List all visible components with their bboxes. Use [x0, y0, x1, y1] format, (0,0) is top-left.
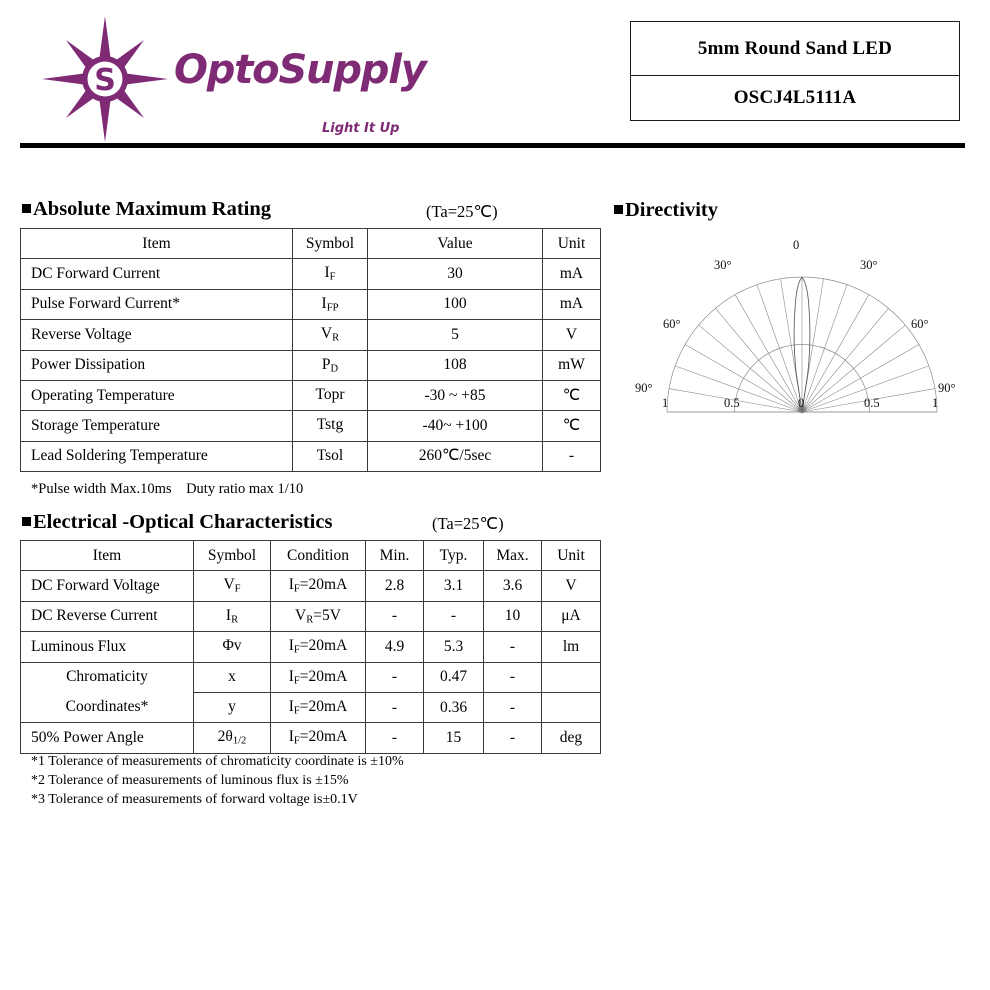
cell-item: Coordinates* — [21, 692, 194, 722]
symbol-base: I — [324, 264, 330, 282]
symbol-sub: F — [234, 583, 241, 595]
heading-electrical-optical-characteristics — [22, 511, 332, 534]
symbol-sub: FP — [326, 302, 339, 314]
cell-item: DC Forward Current — [21, 259, 293, 289]
cell-condition — [271, 723, 366, 753]
cond-base: I — [288, 697, 294, 715]
symbol-sub: 1/2 — [232, 735, 247, 747]
cell-value: 30 — [368, 259, 543, 289]
cell-condition — [271, 662, 366, 692]
heading-eoc-label: Electrical -Optical Characteristics — [33, 511, 333, 533]
symbol-base: Tstg — [316, 416, 344, 434]
cell-symbol — [194, 662, 271, 692]
polar-angle-label-0: 0 — [793, 238, 800, 252]
cell-typ: 5.3 — [424, 632, 484, 662]
heading-amr-label: Absolute Maximum Rating — [33, 198, 272, 220]
table-row — [21, 350, 601, 380]
amr-test-condition: (Ta=25℃) — [426, 202, 498, 221]
table-row — [21, 601, 601, 631]
cell-symbol — [194, 723, 271, 753]
table-row — [21, 571, 601, 601]
cell-symbol — [194, 601, 271, 631]
cell-symbol — [293, 380, 368, 410]
directivity-chart — [612, 200, 982, 430]
polar-radial-tick-left-1: 1 — [662, 396, 669, 410]
cell-item: DC Reverse Current — [21, 601, 194, 631]
table-row — [21, 259, 601, 289]
cell-condition — [271, 632, 366, 662]
cond-sub: F — [293, 705, 300, 717]
symbol-base: Tsol — [316, 446, 344, 464]
polar-angle-label-right-30: 30° — [860, 258, 878, 272]
cell-value: 108 — [368, 350, 543, 380]
cell-min: - — [366, 601, 424, 631]
table-row — [21, 723, 601, 753]
cell-item: Luminous Flux — [21, 632, 194, 662]
logo-monogram-letter: S — [94, 63, 116, 98]
cond-sub: R — [306, 614, 314, 626]
cell-item: Storage Temperature — [21, 411, 293, 441]
symbol-base: I — [321, 294, 327, 312]
cond-sub: F — [293, 735, 300, 747]
col-min: Min. — [366, 541, 424, 571]
cond-tail: =20mA — [299, 697, 348, 715]
col-item: Item — [21, 541, 194, 571]
logo-wordmark: OptoSupply — [174, 47, 426, 93]
table-row — [21, 411, 601, 441]
cond-sub: F — [293, 583, 300, 595]
amr-footnote: *Pulse width Max.10ms Duty ratio max 1/10 — [31, 481, 304, 497]
cell-min: - — [366, 662, 424, 692]
symbol-base: Φv — [222, 637, 242, 655]
cond-base: I — [288, 576, 294, 594]
cell-typ: - — [424, 601, 484, 631]
col-symbol: Symbol — [194, 541, 271, 571]
cell-value: 100 — [368, 289, 543, 319]
cell-unit: V — [543, 320, 601, 350]
logo-tagline: Light It Up — [322, 121, 400, 136]
cell-symbol — [194, 632, 271, 662]
symbol-base: I — [225, 606, 232, 624]
table-row — [21, 632, 601, 662]
cond-tail: =5V — [313, 606, 341, 624]
cell-unit — [542, 692, 601, 722]
cell-condition — [271, 692, 366, 722]
polar-angle-label-left-60: 60° — [663, 317, 681, 331]
col-item: Item — [21, 229, 293, 259]
table-header-row — [21, 229, 601, 259]
cell-typ: 15 — [424, 723, 484, 753]
cell-item: Lead Soldering Temperature — [21, 441, 293, 471]
cell-item: Operating Temperature — [21, 380, 293, 410]
polar-angle-label-left-90: 90° — [635, 381, 653, 395]
polar-radial-tick-right-05: 0.5 — [864, 396, 880, 410]
col-max: Max. — [484, 541, 542, 571]
bullet-square-icon — [22, 204, 31, 213]
cell-unit: lm — [542, 632, 601, 662]
cell-typ: 3.1 — [424, 571, 484, 601]
cell-item: Power Dissipation — [21, 350, 293, 380]
cond-base: I — [288, 728, 294, 746]
cell-typ: 0.36 — [424, 692, 484, 722]
cell-unit: ℃ — [543, 411, 601, 441]
table-header-row — [21, 541, 601, 571]
bullet-square-icon — [22, 517, 31, 526]
cond-sub: F — [293, 674, 300, 686]
cell-unit: μA — [542, 601, 601, 631]
company-logo — [22, 10, 442, 140]
cond-base: V — [295, 606, 307, 624]
symbol-base: y — [228, 697, 236, 715]
cell-item: Reverse Voltage — [21, 320, 293, 350]
cond-tail: =20mA — [299, 576, 348, 594]
cond-sub: F — [293, 644, 300, 656]
symbol-base: V — [320, 325, 333, 343]
col-unit: Unit — [542, 541, 601, 571]
cell-typ: 0.47 — [424, 662, 484, 692]
absolute-maximum-rating-table — [20, 228, 601, 472]
table-row — [21, 692, 601, 722]
polar-radial-tick-center-0: 0 — [798, 396, 805, 410]
cell-unit: mA — [543, 289, 601, 319]
cell-unit: ℃ — [543, 380, 601, 410]
heading-absolute-maximum-rating — [22, 198, 271, 221]
symbol-base: x — [228, 667, 236, 685]
cell-max: - — [484, 662, 542, 692]
cell-min: - — [366, 723, 424, 753]
polar-angle-label-right-90: 90° — [938, 381, 956, 395]
cell-unit: mA — [543, 259, 601, 289]
cell-value: 5 — [368, 320, 543, 350]
cell-min: 4.9 — [366, 632, 424, 662]
cell-value: 260℃/5sec — [368, 441, 543, 471]
cell-item: Chromaticity — [21, 662, 194, 692]
symbol-sub: R — [332, 332, 340, 344]
symbol-sub: F — [329, 271, 336, 283]
col-typ: Typ. — [424, 541, 484, 571]
cell-symbol — [194, 571, 271, 601]
symbol-base: P — [321, 355, 331, 373]
cell-max: 10 — [484, 601, 542, 631]
cell-unit: V — [542, 571, 601, 601]
symbol-base: V — [223, 576, 235, 594]
eoc-footnote-2: *2 Tolerance of measurements of luminous flux is ±15% — [31, 773, 349, 788]
cell-min: 2.8 — [366, 571, 424, 601]
eoc-table-body — [21, 571, 601, 753]
header-divider — [20, 143, 965, 148]
cell-max: - — [484, 723, 542, 753]
part-number: OSCJ4L5111A — [630, 76, 960, 121]
product-title: 5mm Round Sand LED — [630, 21, 960, 76]
symbol-base: 2θ — [217, 728, 233, 746]
eoc-test-condition: (Ta=25℃) — [432, 514, 504, 533]
table-row — [21, 662, 601, 692]
cell-item: 50% Power Angle — [21, 723, 194, 753]
product-title-box — [630, 21, 960, 121]
table-row — [21, 441, 601, 471]
cell-symbol — [293, 350, 368, 380]
table-row — [21, 380, 601, 410]
cond-base: I — [288, 637, 294, 655]
cond-tail: =20mA — [299, 728, 348, 746]
table-row — [21, 289, 601, 319]
cell-unit: mW — [543, 350, 601, 380]
polar-radial-tick-left-05: 0.5 — [724, 396, 740, 410]
symbol-base: Topr — [315, 385, 345, 403]
cell-value: -40~ +100 — [368, 411, 543, 441]
cond-tail: =20mA — [299, 667, 348, 685]
cell-condition — [271, 601, 366, 631]
cond-base: I — [288, 667, 294, 685]
polar-angle-label-left-30: 30° — [714, 258, 732, 272]
cell-condition — [271, 571, 366, 601]
col-unit: Unit — [543, 229, 601, 259]
amr-table-body — [21, 259, 601, 472]
table-row — [21, 320, 601, 350]
cell-max: - — [484, 632, 542, 662]
cell-unit: deg — [542, 723, 601, 753]
cell-max: 3.6 — [484, 571, 542, 601]
eoc-footnote-3: *3 Tolerance of measurements of forward voltage is±0.1V — [31, 792, 358, 807]
heading-directivity-label: Directivity — [625, 199, 718, 221]
col-condition: Condition — [271, 541, 366, 571]
cell-value: -30 ~ +85 — [368, 380, 543, 410]
cell-max: - — [484, 692, 542, 722]
compass-star-icon — [40, 14, 170, 144]
cond-tail: =20mA — [299, 637, 348, 655]
cell-item: DC Forward Voltage — [21, 571, 194, 601]
cell-min: - — [366, 692, 424, 722]
cell-unit: - — [543, 441, 601, 471]
electrical-optical-characteristics-table — [20, 540, 601, 754]
cell-symbol — [293, 320, 368, 350]
col-symbol: Symbol — [293, 229, 368, 259]
polar-radial-tick-right-1: 1 — [932, 396, 939, 410]
cell-symbol — [293, 259, 368, 289]
cell-symbol — [194, 692, 271, 722]
polar-angle-label-right-60: 60° — [911, 317, 929, 331]
page-header — [0, 0, 990, 150]
cell-symbol — [293, 289, 368, 319]
col-value: Value — [368, 229, 543, 259]
symbol-sub: R — [231, 614, 239, 626]
eoc-footnote-1: *1 Tolerance of measurements of chromaticity coordinate is ±10% — [31, 754, 404, 769]
cell-symbol — [293, 441, 368, 471]
polar-spokes — [667, 277, 937, 412]
cell-item: Pulse Forward Current* — [21, 289, 293, 319]
cell-symbol — [293, 411, 368, 441]
symbol-sub: D — [330, 362, 339, 374]
cell-unit — [542, 662, 601, 692]
